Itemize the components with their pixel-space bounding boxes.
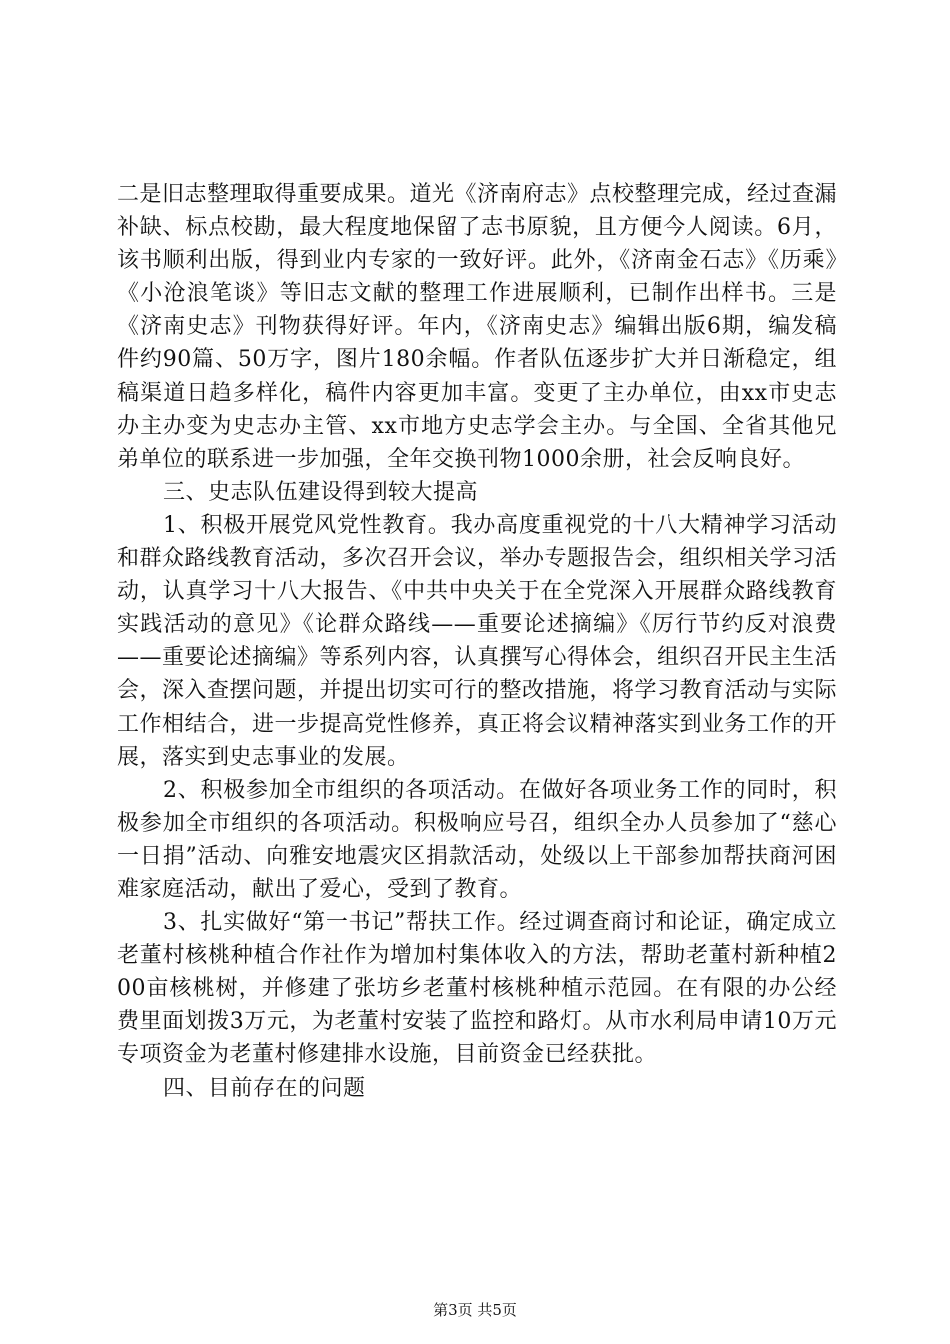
paragraph-first-secretary: 3、扎实做好“第一书记”帮扶工作。经过调查商讨和论证，确定成立老董村核桃种植合作社作为增加村集体收入的方法，帮助老董村新种植200亩核桃树，并修建了张坊乡老董村核桃种植示范园。在有限的办公经费里面划拨3万元，为老董村安装了监控和路灯。从市水利局申请10万元专项资金为老董村修建排水设施，目前资金已经获批。 xyxy=(117,910,837,1068)
paragraph-city-activities: 2、积极参加全市组织的各项活动。在做好各项业务工作的同时，积极参加全市组织的各项活动。积极响应号召，组织全办人员参加了“慈心一日捐”活动、向雅安地震灾区捐款活动，处级以上干部参加帮扶商河困难家庭活动，献出了爱心，受到了教育。 xyxy=(117,777,837,902)
document-body xyxy=(117,178,837,1105)
section-heading-existing-problems: 四、目前存在的问题 xyxy=(163,1075,366,1101)
paragraph-party-education: 1、积极开展党风党性教育。我办高度重视党的十八大精神学习活动和群众路线教育活动，多次召开会议，举办专题报告会，组织相关学习活动，认真学习十八大报告、《中共中央关于在全党深入开展群众路线教育实践活动的意见》《论群众路线——重要论述摘编》《厉行节约反对浪费——重要论述摘编》等系列内容，认真撰写心得体会，组织召开民主生活会，深入查摆问题，并提出切实可行的整改措施，将学习教育活动与实际工作相结合，进一步提高党性修养，真正将会议精神落实到业务工作的开展，落实到史志事业的发展。 xyxy=(117,512,838,770)
section-heading-team-building: 三、史志队伍建设得到较大提高 xyxy=(163,479,479,505)
page-number-footer: 第3页 共5页 xyxy=(433,1301,517,1319)
paragraph-old-records: 二是旧志整理取得重要成果。道光《济南府志》点校整理完成，经过查漏补缺、标点校勘，最大程度地保留了志书原貌，且方便今人阅读。6月，该书顺利出版，得到业内专家的一致好评。此外，《济南金石志》《历乘》《小沧浪笔谈》等旧志文献的整理工作进展顺利，已制作出样书。三是《济南史志》刊物获得好评。年内，《济南史志》编辑出版6期，编发稿件约90篇、50万字，图片180余幅。作者队伍逐步扩大并日渐稳定，组稿渠道日趋多样化，稿件内容更加丰富。变更了主办单位，由xx市史志办主办变为史志办主管、xx市地方史志学会主办。与全国、全省其他兄弟单位的联系进一步加强，全年交换刊物1000余册，社会反响良好。 xyxy=(117,182,838,472)
